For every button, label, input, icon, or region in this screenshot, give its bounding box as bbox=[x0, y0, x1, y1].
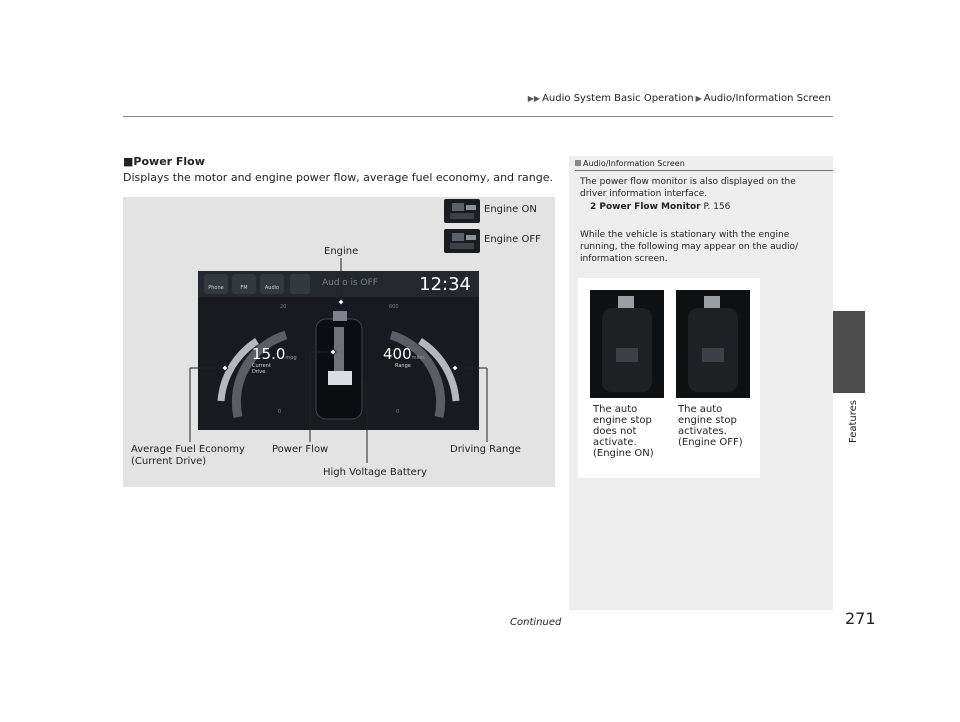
gauge-tick: 0 bbox=[278, 409, 282, 415]
caption-line: engine stop bbox=[678, 415, 737, 426]
caption-line: does not bbox=[593, 426, 637, 437]
avg-fuel-line1: Average Fuel Economy bbox=[131, 444, 245, 455]
caption-line: activate. bbox=[593, 437, 637, 448]
sidebar-reference[interactable] bbox=[590, 201, 830, 213]
reference-label: Power Flow Monitor bbox=[599, 202, 701, 212]
caption-line: The auto bbox=[678, 404, 723, 415]
range-sub: Range bbox=[395, 363, 411, 369]
high-voltage-battery-label: High Voltage Battery bbox=[323, 467, 427, 478]
caption-engine-on bbox=[593, 404, 654, 459]
sidebar-paragraph-1: The power flow monitor is also displayed on the driver information interface. bbox=[580, 177, 796, 199]
chevron-right-icon: ▶ bbox=[695, 94, 702, 103]
reference-icon: 2 bbox=[590, 202, 600, 212]
fuel-sub2: Drive bbox=[252, 369, 266, 375]
fm-label: FM bbox=[240, 285, 248, 291]
section-description: Displays the motor and engine power flow, average fuel economy, and range. bbox=[123, 171, 554, 184]
caption-line: activates. bbox=[678, 426, 727, 437]
range-value: 400 bbox=[383, 345, 412, 363]
engine-off-label: Engine OFF bbox=[484, 234, 541, 245]
range-unit: miles bbox=[411, 355, 425, 361]
audio-label: Audio bbox=[264, 285, 280, 291]
sidebar-heading bbox=[575, 159, 685, 168]
driving-range-label: Driving Range bbox=[450, 444, 521, 455]
page-number: 271 bbox=[845, 609, 876, 628]
car-screen-icon bbox=[676, 290, 750, 398]
reference-page: P. 156 bbox=[703, 202, 731, 212]
breadcrumb-part2: Audio/Information Screen bbox=[703, 93, 831, 104]
audio-off-text: Audio is OFF bbox=[322, 278, 378, 288]
section-title-text: Power Flow bbox=[133, 155, 205, 168]
sidebar-heading-text: Audio/Information Screen bbox=[583, 159, 685, 168]
engine-off-car-image bbox=[676, 290, 750, 398]
gauge-tick: 20 bbox=[280, 304, 287, 310]
section-tab-label: Features bbox=[848, 400, 859, 443]
fuel-sub1: Current bbox=[252, 363, 271, 369]
sidebar-paragraph-2: While the vehicle is stationary with the engine running, the following may appear on the audio/ information screen. bbox=[580, 230, 799, 264]
average-fuel-economy-label bbox=[131, 444, 245, 468]
engine-on-car-image bbox=[590, 290, 664, 398]
caption-line: (Engine ON) bbox=[593, 448, 654, 459]
car-screen-icon bbox=[590, 290, 664, 398]
engine-on-label: Engine ON bbox=[484, 204, 537, 215]
fuel-unit: mpg bbox=[285, 355, 297, 361]
gauge-tick: 0 bbox=[396, 409, 400, 415]
breadcrumb-part1: Audio System Basic Operation bbox=[542, 93, 694, 104]
phone-label: Phone bbox=[208, 285, 224, 291]
power-flow-label: Power Flow bbox=[272, 444, 329, 455]
caption-line: (Engine OFF) bbox=[678, 437, 743, 448]
continued-label: Continued bbox=[510, 617, 562, 628]
caption-line: The auto bbox=[593, 404, 638, 415]
avg-fuel-line2: (Current Drive) bbox=[131, 456, 207, 467]
engine-label: Engine bbox=[324, 246, 359, 257]
chevron-right-icon: ▶▶ bbox=[527, 94, 541, 103]
bullet-icon: ■ bbox=[123, 155, 134, 168]
caption-line: engine stop bbox=[593, 415, 652, 426]
sidebar-rule bbox=[575, 170, 833, 171]
fuel-value: 15.0 bbox=[252, 345, 286, 363]
gauge-tick: 600 bbox=[389, 304, 399, 310]
clock: 12:34 bbox=[419, 274, 471, 295]
caption-engine-off bbox=[678, 404, 743, 448]
note-icon bbox=[575, 160, 581, 166]
